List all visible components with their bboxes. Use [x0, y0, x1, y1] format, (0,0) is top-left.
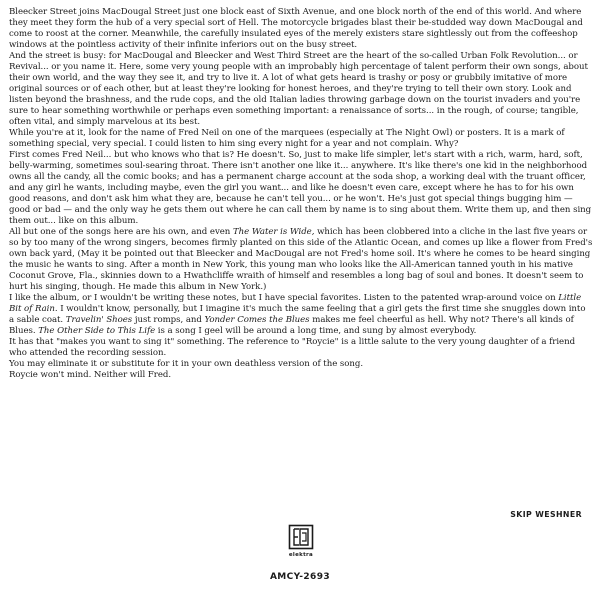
- text-run: I like the album, or I wouldn't be writing these notes, but I have special favorites. Listen to the patented wrap-around voice on: [9, 293, 559, 303]
- label-wordmark: elektra: [288, 552, 314, 558]
- paragraph: Bleecker Street joins MacDougal Street just one block east of Sixth Avenue, and one block north of the end of this world. And where they meet they form the hub of a very special sort of Hell. The motorcycle brigades blast their be-studded way down MacDougal and come to roost at the corner. Meanwhile, the carefully insulated eyes of the merely existers stare sightlessly out from the coffeeshop windows at the pointless activity of their infinite inferiors out on the busy street.: [9, 7, 583, 50]
- paragraph: And the street is busy: for MacDougal and Bleecker and West Third Street are the heart of the so-called Urban Folk Revolution... or Revival... or you name it. Here, some very young people with an improbably high percentage of talent perform their own songs, about their own world, and the way they see it, and try to live it. A lot of what gets heard is trashy or posy or grubbily imitative of more original sources or of each other, but at least they're looking for honest heroes, and they're trying to tell their own story. Look and listen beyond the brashness, and the rude cops, and the old Italian ladies throwing garbage down on the tourist invaders and you're sure to hear something worthwhile or perhaps even something important: a renaissance of sorts... in the rough, of course; tangible, often vital, and simply marvelous at its best.: [9, 51, 588, 127]
- author-signature: SKIP WESHNER: [510, 510, 582, 519]
- song-title: The Water is Wide,: [232, 227, 315, 237]
- elektra-logo-icon: [288, 524, 314, 550]
- paragraph: It has that "makes you want to sing it" something. The reference to "Roycie" is a little salute to the very young daughter of a friend who attended the recording session.: [9, 337, 576, 358]
- paragraph: Roycie won't mind. Neither will Fred.: [9, 370, 172, 380]
- paragraph: You may eliminate it or substitute for it in your own deathless version of the song.: [9, 359, 364, 369]
- text-run: All but one of the songs here are his own, and even: [9, 227, 233, 237]
- paragraph: First comes Fred Neil... but who knows who that is? He doesn't. So, just to make life simpler, let's start with a rich, warm, hard, soft, belly-warming, sometimes soul-searing throat. There isn't another one like it... anywhere. It's like there's one kid in the neighborhood owns all the candy, all the comic books; and has a permanent charge account at the soda shop, a working deal with the truant officer, and any girl he wants, including maybe, even the girl you want... and like he doesn't even care, except where he has to for his own good reasons, and don't ask him what they are, because he can't tell you... or he won't. He's just got special things bugging him — good or bad — and the only way he gets them out where he can call them by name is to sing about them. Write them up, and then sing them out... like on this album.: [9, 150, 592, 226]
- text-run: I wouldn't know, personally, but I imagine it's much the same feeling that a girl gets the first time she snuggles down into a sable coat.: [9, 304, 586, 325]
- text-run: makes me feel cheerful as hell. Why not? There's all kinds of Blues.: [9, 315, 574, 336]
- paragraph: [9, 293, 593, 337]
- liner-notes-text: [9, 7, 593, 381]
- catalog-number: AMCY-2693: [269, 572, 331, 582]
- record-label-logo: [286, 524, 316, 558]
- text-run: just romps, and: [132, 315, 205, 325]
- text-run: is a song I geel will be around a long time, and sung by almost everybody.: [155, 326, 477, 336]
- song-title: Little Bit of Rain.: [9, 293, 582, 314]
- paragraph: While you're at it, look for the name of Fred Neil on one of the marquees (especially at The Night Owl) or posters. It is a mark of something special, very special. I could listen to him sing every night for a year and not complain. Why?: [9, 128, 565, 149]
- paragraph: [9, 227, 593, 293]
- text-run: which has been clobbered into a cliche in the last five years or so by too many of the wrong singers, becomes firmly planted on this side of the Atlantic Ocean, and comes up like a flower from Fred's own back yard, (May it be pointed out that Bleecker and MacDougal are not Fred's home soil. It's where he comes to be heard singing the music he wants to sing. After a month in New York, this young man who looks like the All-American tanned youth in his mative Coconut Grove, Fla., skinnies down to a Hwathcliffe wraith of himself and resembles a long bag of soul and bones. It doesn't seem to hurt his singing, though. He made this album in New York.): [9, 227, 593, 292]
- song-title: The Other Side to This Life: [38, 326, 156, 336]
- song-title: Yonder Comes the Blues: [204, 315, 310, 325]
- song-title: Travelin' Shoes: [65, 315, 133, 325]
